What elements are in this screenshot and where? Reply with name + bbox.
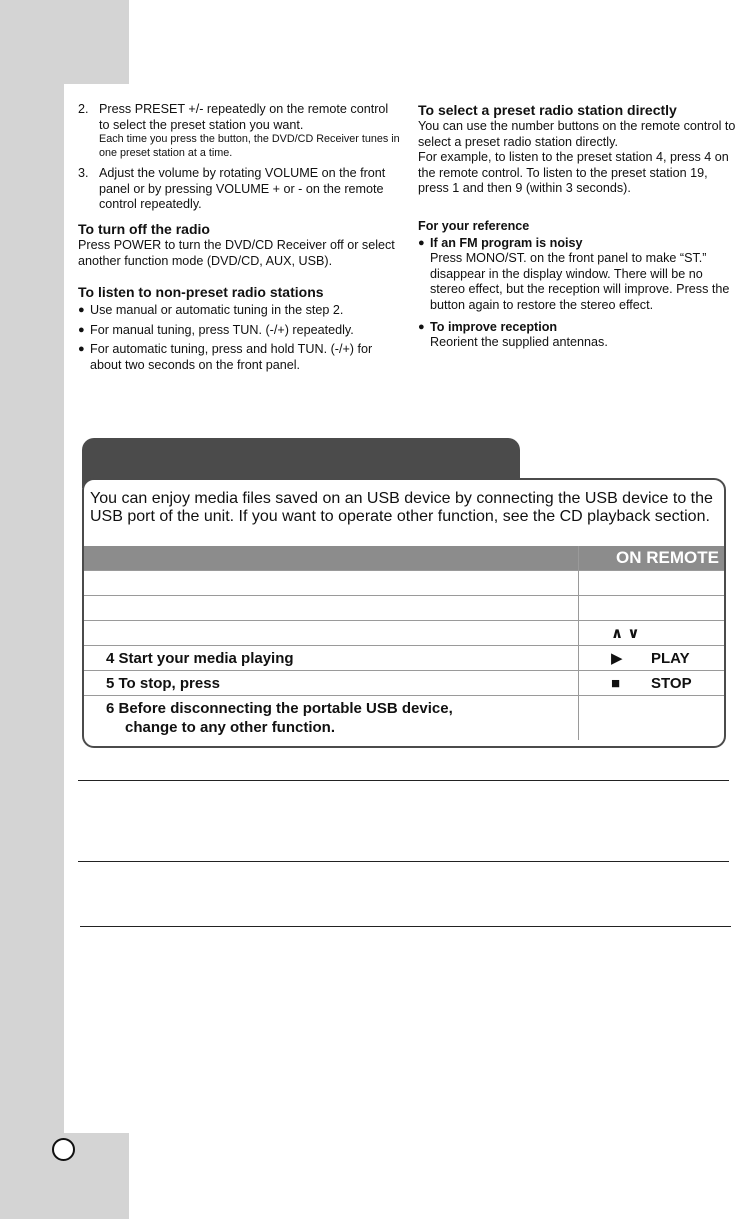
table-row: 5 To stop, press ■ STOP — [84, 671, 724, 696]
list-item: ● Use manual or automatic tuning in the step 2. — [78, 303, 344, 318]
up-down-icon: ∧ ∨ — [611, 625, 640, 642]
turn-off-section — [78, 221, 400, 269]
bullet-icon: ● — [78, 323, 85, 336]
bullet-icon: ● — [78, 304, 85, 317]
reference-reception-text: Reorient the supplied antennas. — [430, 335, 608, 350]
preset-direct-title: To select a preset radio station directly — [418, 102, 677, 118]
step-2: 2. Press PRESET +/- repeatedly on the remote control to select the preset station you want. Each time you press the button, the DVD/CD Receiver tunes in one preset station at a time. — [78, 102, 400, 159]
divider — [78, 861, 729, 862]
left-column — [78, 102, 400, 378]
turn-off-title: To turn off the radio — [78, 220, 210, 237]
table-row — [84, 596, 724, 621]
list-item: ● If an FM program is noisy — [418, 235, 583, 250]
table-row — [84, 621, 724, 646]
table-row: 6 Before disconnecting the portable USB device, change to any other function. — [84, 696, 724, 741]
reference-noisy-text: Press MONO/ST. on the front panel to make “ST.” disappear in the display window. There will be no stereo effect, but the reception will improve. Press the button again to restore the stereo effect. — [430, 251, 730, 312]
preset-direct-p2: For example, to listen to the preset station 4, press 4 on the remote control. To listen to the preset station 19, press 1 and then 9 (within 3 seconds). — [418, 150, 729, 196]
table-header-row — [84, 546, 724, 571]
play-icon: ▶ — [611, 650, 623, 667]
reference-title: For your reference — [418, 218, 530, 233]
list-item: ● For manual tuning, press TUN. (-/+) repeatedly. — [78, 322, 354, 337]
preset-direct-p1: You can use the number buttons on the remote control to select a preset radio station directly. — [418, 119, 736, 149]
right-column — [418, 102, 740, 351]
usb-intro: You can enjoy media files saved on an USB device by connecting the USB device to the USB port of the unit. If you want to operate other function, see the CD playback section. — [90, 490, 713, 525]
list-item: ● To improve reception — [418, 319, 558, 334]
divider — [80, 926, 731, 927]
turn-off-text: Press POWER to turn the DVD/CD Receiver off or select another function mode (DVD/CD, AUX, USB). — [78, 237, 395, 268]
step-3-text: Adjust the volume by rotating VOLUME on the front panel or by pressing VOLUME + or - on the remote control repeatedly. — [99, 166, 386, 212]
bullet-icon: ● — [418, 236, 425, 249]
bullet-icon: ● — [418, 320, 425, 333]
step-3: 3. Adjust the volume by rotating VOLUME on the front panel or by pressing VOLUME + or - on the remote control repeatedly. — [78, 166, 400, 213]
list-item: ● For automatic tuning, press and hold TUN. (-/+) for about two seconds on the front panel. — [78, 342, 373, 372]
step-2-text: Press PRESET +/- repeatedly on the remote control to select the preset station you want. — [99, 102, 389, 132]
step-2-note: Each time you press the button, the DVD/CD Receiver tunes in one preset station at a time. — [99, 133, 400, 159]
table-row — [84, 571, 724, 596]
reference-section — [418, 219, 740, 351]
usb-section-box — [82, 478, 726, 748]
usb-steps-table — [84, 546, 724, 740]
non-preset-title: To listen to non-preset radio stations — [78, 284, 324, 301]
divider — [78, 780, 729, 781]
non-preset-section — [78, 284, 400, 373]
bullet-icon: ● — [78, 343, 85, 356]
side-tab-top — [0, 0, 129, 84]
table-row: 4 Start your media playing ▶ PLAY — [84, 646, 724, 671]
side-tab-strip — [0, 84, 64, 1134]
page-number-circle — [52, 1138, 75, 1161]
stop-icon: ■ — [611, 674, 621, 692]
on-remote-header: ON REMOTE — [579, 546, 725, 571]
